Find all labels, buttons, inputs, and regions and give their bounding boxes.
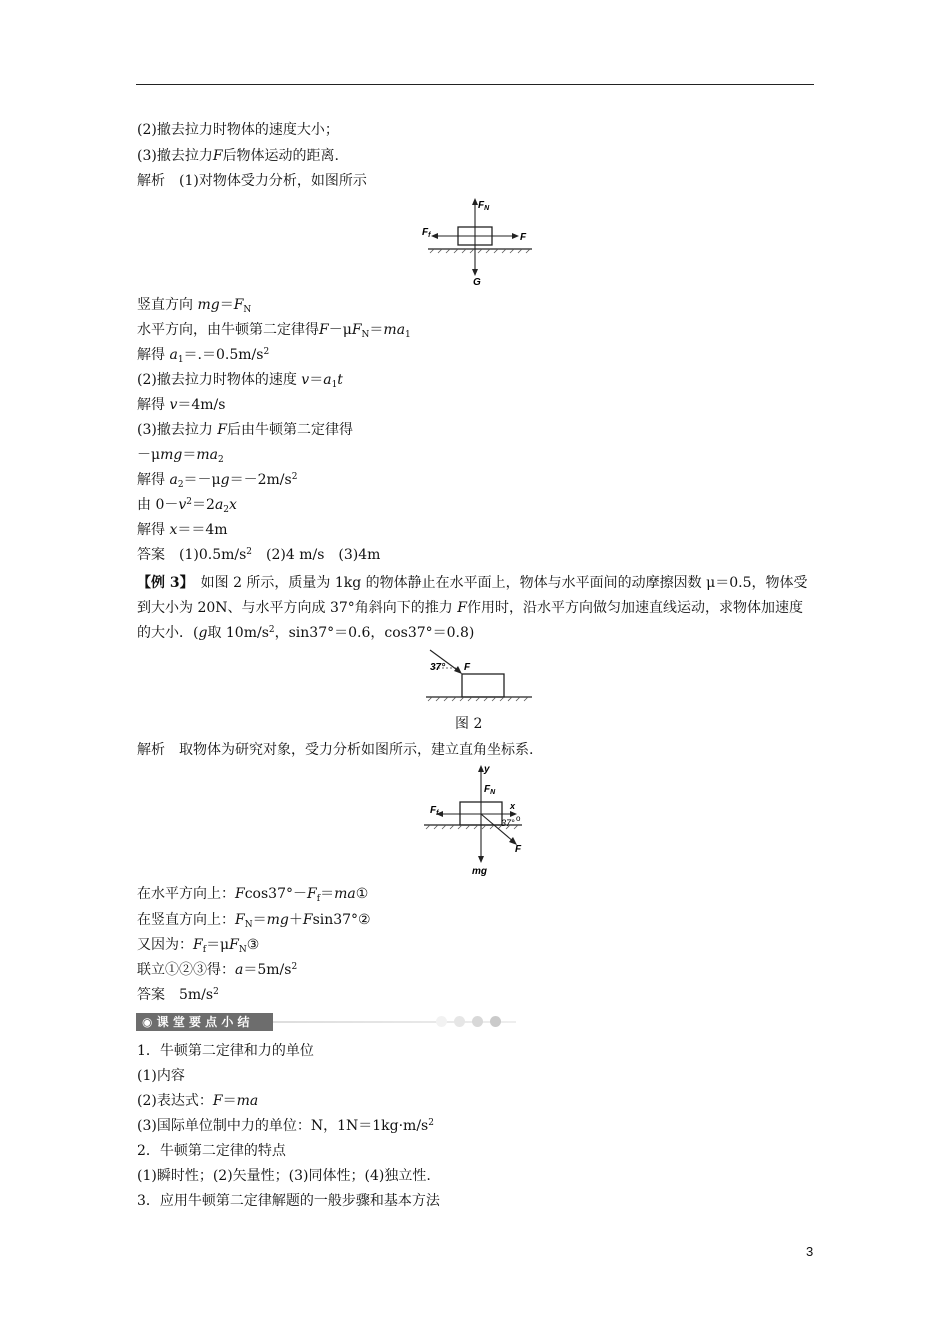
- text-line: 解得 x＝＝4m: [137, 522, 228, 538]
- answer-line: 答案 $(1)0.5m/s^2$ (2)4 m/s (3)4m: [137, 547, 381, 563]
- label-g: G: [473, 277, 481, 288]
- header-rule: [136, 84, 814, 85]
- figure-2-incline-push: [424, 648, 534, 706]
- answer-line: 答案 $5m/s^2$: [137, 987, 219, 1003]
- label-f: F: [464, 662, 471, 673]
- force-diagram-1: [420, 195, 540, 290]
- text-line: 解析 (1)对物体受力分析，如图所示: [137, 173, 367, 189]
- text-line: 在水平方向上：$Fcos37^\circ-F_f=ma①$: [137, 886, 369, 904]
- text-line: (3)撤去拉力 F后由牛顿第二定律得: [137, 422, 353, 438]
- decor-dot: [436, 1016, 447, 1027]
- label-ff: $F_f$: [422, 227, 431, 239]
- text-line: $-\mu mg=ma_2$: [137, 447, 224, 465]
- text-line: 解得 $a_2=-\mu g=-2m/s^2$: [137, 472, 298, 490]
- summary-item: 3．应用牛顿第二定律解题的一般步骤和基本方法: [137, 1193, 440, 1209]
- text-line: 水平方向，由牛顿第二定律得$F-\mu F_N=ma_1$: [137, 322, 411, 340]
- text-line: 由 $0-v^2=2a_2x$: [137, 497, 237, 515]
- summary-item: (3)国际单位制中力的单位：N，$1N=1kg\cdot m/s^2$: [137, 1118, 434, 1134]
- label-f: F: [520, 232, 527, 243]
- text-line: 在竖直方向上：$F_N=mg+Fsin37^\circ ②$: [137, 912, 371, 930]
- decor-dot: [454, 1016, 465, 1027]
- angle-label: 37°: [501, 818, 515, 828]
- summary-item: (1)瞬时性；(2)矢量性；(3)同体性；(4)独立性.: [137, 1168, 431, 1184]
- label-origin: o: [516, 814, 521, 823]
- example-3-problem: 【例 3】 如图 2 所示，质量为 1kg 的物体静止在水平面上，物体与水平面间的动摩擦因数 μ＝0.5，物体受到大小为 20N、与水平方向成 37°角斜向下的推力 F作用时，沿水平方向做匀加速直线运动，求物体加速度的大小．(g取 $10m/s^2$，sin37°＝0.6，cos37°＝0.8): [137, 575, 808, 641]
- text-line: 解得 $a_1=.=0.5m/s^2$: [137, 347, 270, 365]
- block: [462, 674, 504, 697]
- text-line: (2)撤去拉力时物体的速度 $v=a_1t$: [137, 372, 343, 390]
- page-number: 3: [806, 1244, 814, 1259]
- text-line: 解得 v＝4m/s: [137, 397, 226, 413]
- figure-2-caption: 图 2: [455, 716, 483, 732]
- angle-label: 37°: [430, 662, 446, 673]
- label-fn: $F_N$: [478, 200, 490, 212]
- text-line: 联立①②③得：$a=5m/s^2$: [137, 962, 298, 978]
- text-line: 解析 取物体为研究对象，受力分析如图所示，建立直角坐标系.: [137, 742, 534, 758]
- summary-item: (1)内容: [137, 1068, 185, 1084]
- label-ff: $F_f$: [430, 805, 439, 817]
- summary-banner: [136, 1013, 516, 1031]
- text-line: 竖直方向 $mg=F_N$: [137, 297, 252, 315]
- text-line: (3)撤去拉力F后物体运动的距离.: [137, 148, 340, 164]
- label-f: F: [515, 844, 522, 855]
- figure-3-free-body: [422, 762, 532, 877]
- summary-item: 1．牛顿第二定律和力的单位: [137, 1043, 314, 1059]
- text-line: 又因为：$F_f=\mu F_N③$: [137, 937, 260, 955]
- label-y: y: [484, 764, 490, 775]
- summary-item: (2)表达式：F＝ma: [137, 1093, 259, 1109]
- text-line: (2)撤去拉力时物体的速度大小；: [137, 122, 339, 138]
- ground-hatching: [430, 249, 530, 253]
- decor-dot: [472, 1016, 483, 1027]
- label-fn: $F_N$: [484, 784, 496, 796]
- label-mg: mg: [472, 866, 487, 877]
- summary-tag: ◉ 课 堂 要 点 小 结: [136, 1013, 273, 1031]
- decor-dot: [490, 1016, 501, 1027]
- summary-item: 2．牛顿第二定律的特点: [137, 1143, 286, 1159]
- label-x: x: [510, 801, 516, 811]
